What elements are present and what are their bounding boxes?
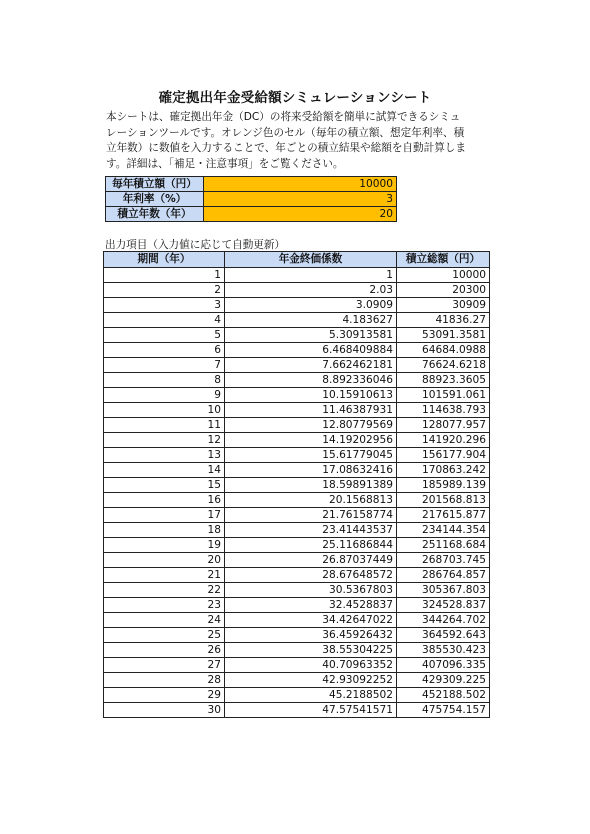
table-row — [104, 448, 490, 463]
table-row — [104, 298, 490, 313]
description-line: レーションツールです。オレンジ色のセル（毎年の積立額、想定年利率、積 — [106, 126, 465, 139]
input-row-interest-rate — [106, 192, 397, 207]
cell-total: 185989.139 — [397, 478, 490, 493]
cell-period: 22 — [104, 583, 225, 598]
cell-period: 15 — [104, 478, 225, 493]
cell-factor: 34.42647022 — [225, 613, 397, 628]
cell-factor: 42.93092252 — [225, 673, 397, 688]
table-row — [104, 493, 490, 508]
cell-total: 10000 — [397, 268, 490, 283]
table-row — [104, 553, 490, 568]
cell-period: 19 — [104, 538, 225, 553]
table-row — [104, 373, 490, 388]
cell-total: 324528.837 — [397, 598, 490, 613]
cell-total: 407096.335 — [397, 658, 490, 673]
cell-period: 23 — [104, 598, 225, 613]
table-row — [104, 313, 490, 328]
results-table — [103, 251, 490, 718]
table-row — [104, 598, 490, 613]
cell-total: 475754.157 — [397, 703, 490, 718]
cell-period: 5 — [104, 328, 225, 343]
cell-total: 344264.702 — [397, 613, 490, 628]
table-row — [104, 583, 490, 598]
table-row — [104, 328, 490, 343]
column-header-factor: 年金終価係数 — [225, 252, 397, 268]
cell-factor: 10.15910613 — [225, 388, 397, 403]
cell-period: 7 — [104, 358, 225, 373]
interest-rate-input[interactable]: 3 — [204, 192, 397, 207]
results-body — [104, 268, 490, 718]
cell-factor: 7.662462181 — [225, 358, 397, 373]
cell-total: 53091.3581 — [397, 328, 490, 343]
cell-total: 141920.296 — [397, 433, 490, 448]
cell-period: 8 — [104, 373, 225, 388]
cell-period: 17 — [104, 508, 225, 523]
table-row — [104, 568, 490, 583]
table-row — [104, 523, 490, 538]
cell-factor: 20.1568813 — [225, 493, 397, 508]
table-row — [104, 283, 490, 298]
column-header-total: 積立総額（円） — [397, 252, 490, 268]
table-row — [104, 538, 490, 553]
description — [106, 110, 496, 172]
cell-period: 24 — [104, 613, 225, 628]
cell-factor: 25.11686844 — [225, 538, 397, 553]
cell-total: 41836.27 — [397, 313, 490, 328]
cell-period: 28 — [104, 673, 225, 688]
cell-period: 16 — [104, 493, 225, 508]
interest-rate-label: 年利率（%） — [106, 192, 204, 207]
table-row — [104, 418, 490, 433]
page-title: 確定拠出年金受給額シミュレーションシート — [158, 90, 432, 106]
cell-total: 286764.857 — [397, 568, 490, 583]
table-row — [104, 688, 490, 703]
table-row — [104, 643, 490, 658]
table-row — [104, 388, 490, 403]
cell-total: 76624.6218 — [397, 358, 490, 373]
description-line: 本シートは、確定拠出年金（DC）の将来受給額を簡単に試算できるシミュ — [106, 111, 461, 123]
cell-period: 20 — [104, 553, 225, 568]
table-row — [104, 403, 490, 418]
table-row — [104, 673, 490, 688]
cell-period: 2 — [104, 283, 225, 298]
cell-total: 88923.3605 — [397, 373, 490, 388]
cell-total: 201568.813 — [397, 493, 490, 508]
description-line: 立年数）に数値を入力することで、年ごとの積立結果や総額を自動計算しま — [106, 142, 466, 154]
cell-period: 25 — [104, 628, 225, 643]
table-row — [104, 613, 490, 628]
table-row — [104, 478, 490, 493]
table-row — [104, 433, 490, 448]
cell-factor: 30.5367803 — [225, 583, 397, 598]
cell-period: 10 — [104, 403, 225, 418]
cell-period: 30 — [104, 703, 225, 718]
years-label: 積立年数（年） — [106, 207, 204, 222]
cell-total: 364592.643 — [397, 628, 490, 643]
table-row — [104, 343, 490, 358]
cell-total: 305367.803 — [397, 583, 490, 598]
input-parameters-table — [105, 176, 397, 222]
cell-factor: 4.183627 — [225, 313, 397, 328]
cell-factor: 5.30913581 — [225, 328, 397, 343]
cell-period: 4 — [104, 313, 225, 328]
table-row — [104, 463, 490, 478]
table-row — [104, 358, 490, 373]
cell-total: 234144.354 — [397, 523, 490, 538]
cell-factor: 12.80779569 — [225, 418, 397, 433]
cell-period: 29 — [104, 688, 225, 703]
cell-total: 217615.877 — [397, 508, 490, 523]
cell-period: 11 — [104, 418, 225, 433]
cell-factor: 38.55304225 — [225, 643, 397, 658]
cell-total: 20300 — [397, 283, 490, 298]
annual-contribution-input[interactable]: 10000 — [204, 177, 397, 192]
cell-total: 251168.684 — [397, 538, 490, 553]
cell-factor: 18.59891389 — [225, 478, 397, 493]
cell-factor: 28.67648572 — [225, 568, 397, 583]
cell-factor: 45.2188502 — [225, 688, 397, 703]
cell-total: 385530.423 — [397, 643, 490, 658]
cell-period: 1 — [104, 268, 225, 283]
column-header-period: 期間（年） — [104, 252, 225, 268]
years-input[interactable]: 20 — [204, 207, 397, 222]
cell-period: 18 — [104, 523, 225, 538]
cell-factor: 11.46387931 — [225, 403, 397, 418]
cell-total: 268703.745 — [397, 553, 490, 568]
cell-period: 9 — [104, 388, 225, 403]
cell-factor: 17.08632416 — [225, 463, 397, 478]
results-header-row — [104, 252, 490, 268]
table-row — [104, 508, 490, 523]
table-row — [104, 628, 490, 643]
table-row — [104, 268, 490, 283]
cell-factor: 8.892336046 — [225, 373, 397, 388]
cell-factor: 36.45926432 — [225, 628, 397, 643]
cell-period: 13 — [104, 448, 225, 463]
output-section-label: 出力項目（入力値に応じて自動更新） — [105, 239, 286, 251]
cell-factor: 23.41443537 — [225, 523, 397, 538]
cell-total: 429309.225 — [397, 673, 490, 688]
cell-factor: 40.70963352 — [225, 658, 397, 673]
cell-factor: 14.19202956 — [225, 433, 397, 448]
cell-period: 27 — [104, 658, 225, 673]
cell-total: 114638.793 — [397, 403, 490, 418]
cell-factor: 6.468409884 — [225, 343, 397, 358]
description-line: す。詳細は、「補足・注意事項」をご覧ください。 — [106, 157, 344, 170]
cell-factor: 1 — [225, 268, 397, 283]
cell-total: 30909 — [397, 298, 490, 313]
cell-total: 156177.904 — [397, 448, 490, 463]
annual-contribution-label: 毎年積立額（円） — [106, 177, 204, 192]
cell-period: 21 — [104, 568, 225, 583]
cell-total: 128077.957 — [397, 418, 490, 433]
cell-period: 3 — [104, 298, 225, 313]
cell-factor: 26.87037449 — [225, 553, 397, 568]
cell-total: 64684.0988 — [397, 343, 490, 358]
cell-factor: 15.61779045 — [225, 448, 397, 463]
cell-factor: 32.4528837 — [225, 598, 397, 613]
input-row-years — [106, 207, 397, 222]
input-row-annual-contribution — [106, 177, 397, 192]
table-row — [104, 658, 490, 673]
cell-period: 14 — [104, 463, 225, 478]
cell-factor: 47.57541571 — [225, 703, 397, 718]
cell-factor: 3.0909 — [225, 298, 397, 313]
cell-period: 6 — [104, 343, 225, 358]
cell-period: 12 — [104, 433, 225, 448]
table-row — [104, 703, 490, 718]
cell-total: 101591.061 — [397, 388, 490, 403]
cell-factor: 21.76158774 — [225, 508, 397, 523]
cell-total: 170863.242 — [397, 463, 490, 478]
cell-factor: 2.03 — [225, 283, 397, 298]
cell-period: 26 — [104, 643, 225, 658]
cell-total: 452188.502 — [397, 688, 490, 703]
